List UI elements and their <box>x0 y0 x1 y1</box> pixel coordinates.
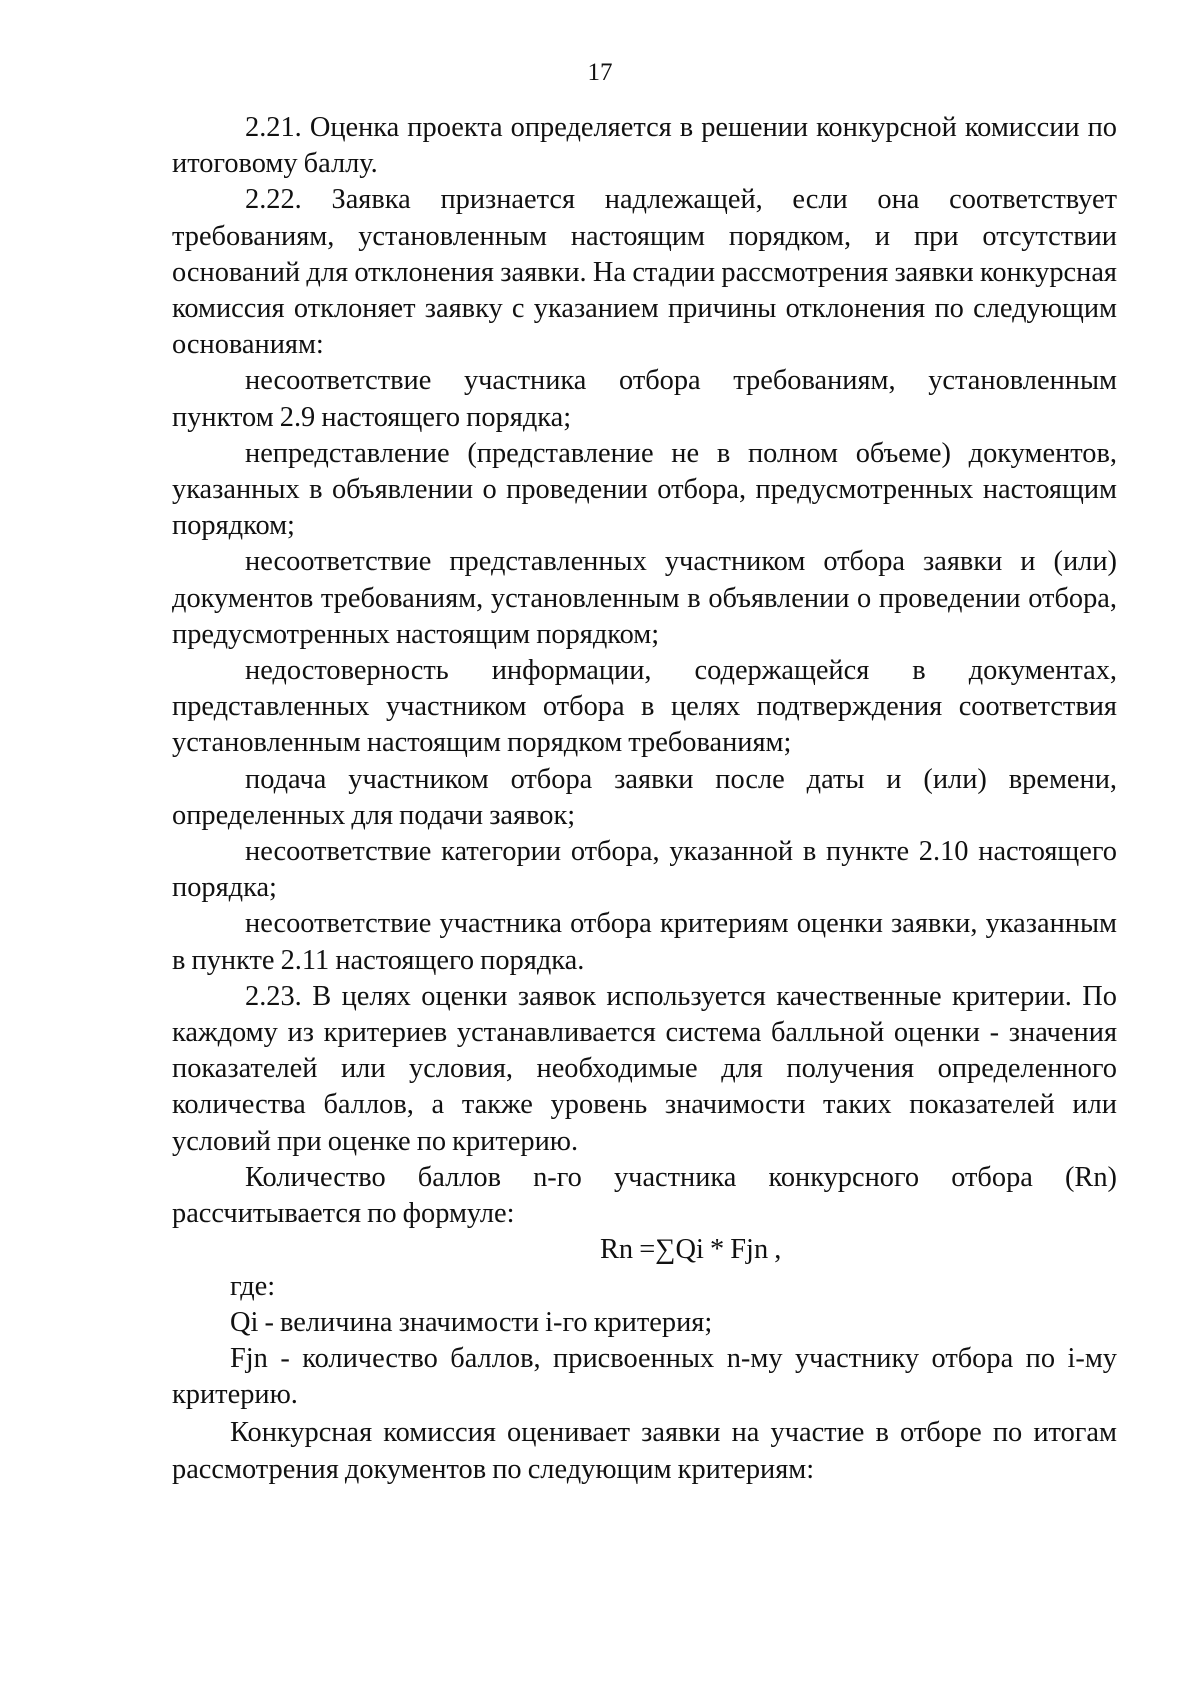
formula-fjn-definition: Fjn - количество баллов, присвоенных n-му участнику отбора по i-му критерию. <box>172 1342 1117 1411</box>
rejection-ground-7: несоответствие участника отбора критериям оценки заявки, указанным в пункте 2.11 настоящего порядка. <box>172 908 1117 976</box>
criteria-intro-paragraph: Конкурсная комиссия оценивает заявки на участие в отборе по итогам рассмотрения документов по следующим критериям: <box>172 1417 1117 1485</box>
rejection-ground-4: недостоверность информации, содержащейся в документах, представленных участником отбора в целях подтверждения соответствия установленным настоящим порядком требованиям; <box>172 655 1117 759</box>
page-number: 17 <box>587 59 613 86</box>
score-formula: Rn =∑Qi * Fjn , <box>600 1234 782 1266</box>
formula-qi-definition: Qi - величина значимости i-го критерия; <box>230 1306 713 1338</box>
paragraph-2-23: 2.23. В целях оценки заявок используется качественные критерии. По каждому из критериев устанавливается система балльной оценки - значения показателей или условия, необходимые для получения определенного количества баллов, а также уровень значимости таких показателей или условий при оценке по критерию. <box>172 980 1117 1157</box>
rejection-ground-1: несоответствие участника отбора требованиям, установленным пунктом 2.9 настоящего порядка; <box>172 365 1117 433</box>
rejection-ground-5: подача участником отбора заявки после даты и (или) времени, определенных для подачи заявок; <box>172 763 1117 831</box>
rejection-ground-3: несоответствие представленных участником отбора заявки и (или) документов требованиям, установленным в объявлении о проведении отбора, предусмотренных настоящим порядком; <box>172 546 1117 650</box>
paragraph-2-22: 2.22. Заявка признается надлежащей, если она соответствует требованиям, установленным настоящим порядком, и при отсутствии оснований для отклонения заявки. На стадии рассмотрения заявки конкурсная комиссия отклоняет заявку с указанием причины отклонения по следующим основаниям: <box>172 184 1117 361</box>
rejection-ground-6: несоответствие категории отбора, указанной в пункте 2.10 настоящего порядка; <box>172 836 1117 904</box>
document-body <box>172 110 1117 1488</box>
rejection-ground-2: непредставление (представление не в полном объеме) документов, указанных в объявлении о проведении отбора, предусмотренных настоящим порядком; <box>172 437 1117 542</box>
paragraph-2-21: 2.21. Оценка проекта определяется в решении конкурсной комиссии по итоговому баллу. <box>172 112 1117 180</box>
score-calculation-intro: Количество баллов n-го участника конкурсного отбора (Rn) рассчитывается по формуле: <box>172 1161 1117 1230</box>
formula-where-label: где: <box>230 1270 276 1302</box>
